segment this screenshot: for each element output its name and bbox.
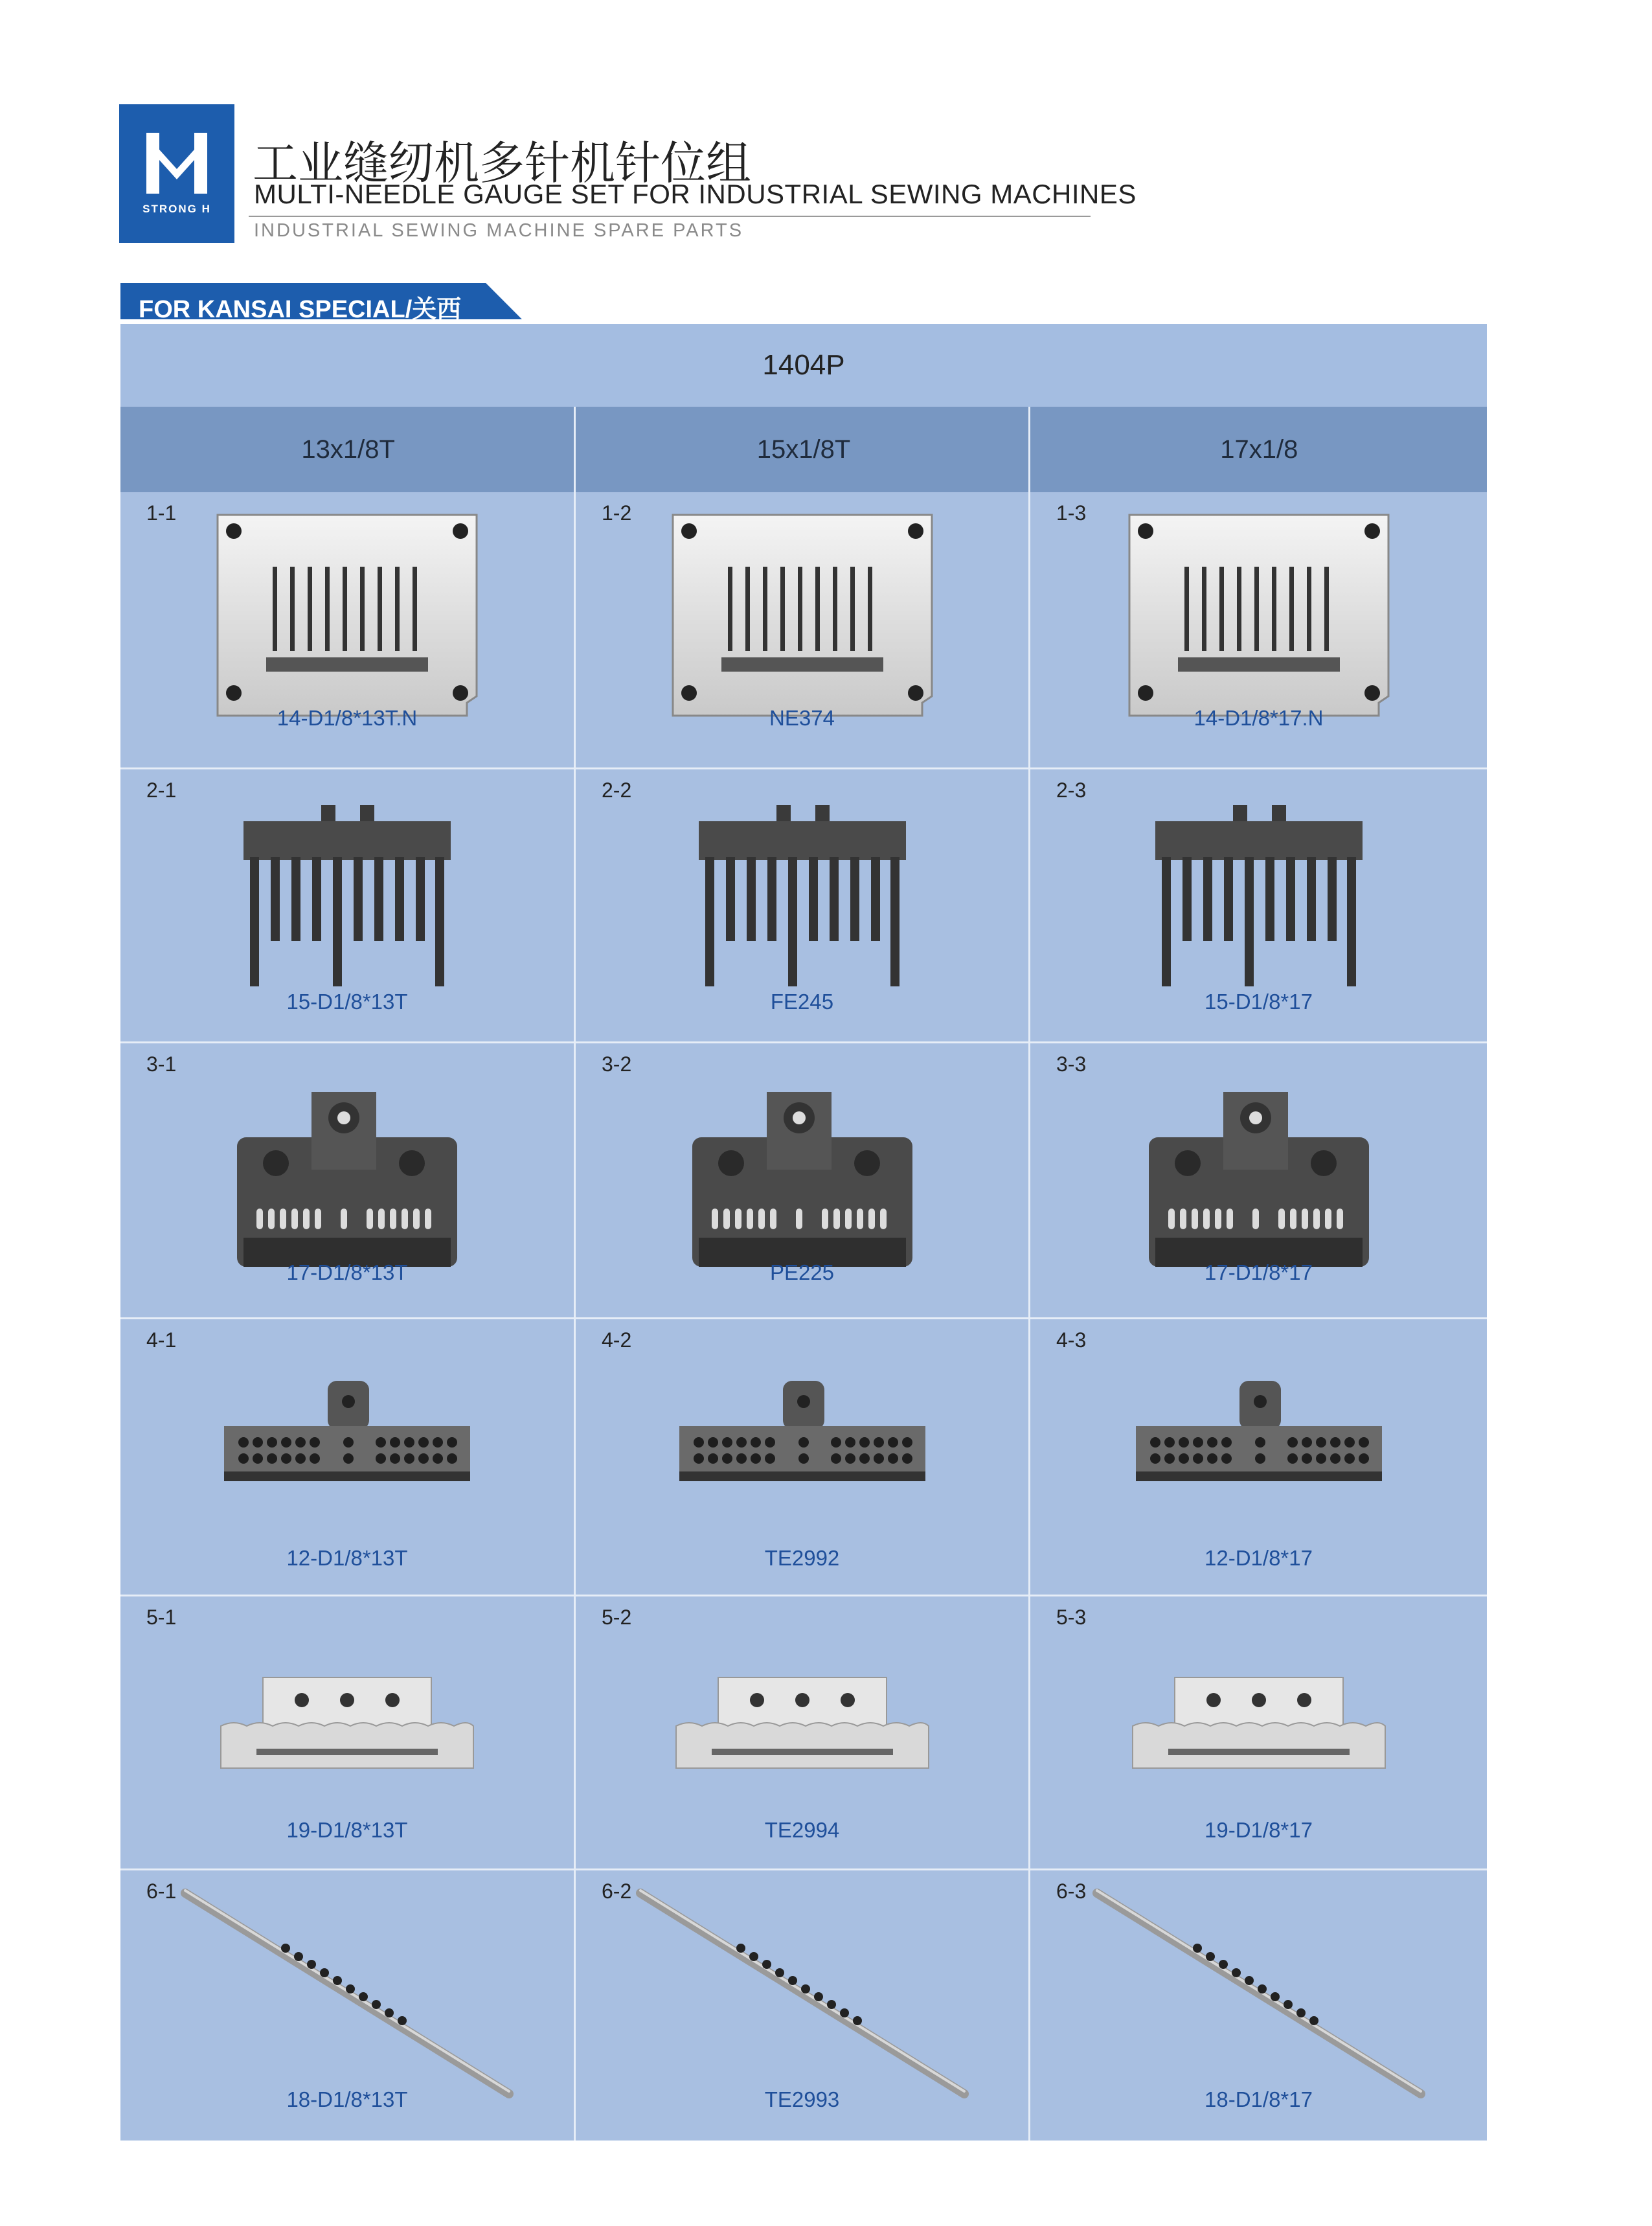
part-code: 12-D1/8*13T — [286, 1546, 408, 1570]
product-cell — [576, 492, 1028, 769]
gauge-header: 15x1/8T — [756, 435, 851, 464]
product-cell — [1030, 492, 1487, 769]
part-code: TE2993 — [764, 2087, 840, 2111]
item-number: 5-2 — [602, 1606, 632, 1629]
part-code: 19-D1/8*17 — [1205, 1818, 1313, 1842]
presser-foot-image — [231, 1079, 464, 1283]
item-number: 6-1 — [146, 1880, 177, 1903]
product-cell — [120, 769, 574, 1043]
title-divider — [249, 216, 1091, 217]
section-banner-label: FOR KANSAI SPECIAL/关西 — [139, 296, 462, 323]
product-cell — [576, 1319, 1028, 1596]
product-cell — [120, 1319, 574, 1596]
looper-bar-image — [179, 1887, 515, 2104]
looper-bar-image — [1091, 1887, 1427, 2104]
feed-dog-image — [237, 805, 457, 996]
presser-foot-image — [686, 1079, 919, 1283]
item-number: 6-2 — [602, 1880, 632, 1903]
item-number: 3-3 — [1056, 1052, 1087, 1076]
item-number: 6-3 — [1056, 1880, 1087, 1903]
feed-dog-image — [1149, 805, 1369, 996]
needle-guard-image — [218, 1671, 477, 1778]
product-cell — [576, 769, 1028, 1043]
page-title-en: MULTI-NEEDLE GAUGE SET FOR INDUSTRIAL SEWING MACHINES — [254, 179, 1137, 209]
gauge-header: 17x1/8 — [1220, 435, 1298, 464]
item-number: 2-1 — [146, 778, 177, 802]
part-code: 15-D1/8*17 — [1205, 990, 1313, 1014]
item-number: 1-1 — [146, 501, 177, 525]
item-number: 3-2 — [602, 1052, 632, 1076]
looper-bar-image — [634, 1887, 971, 2104]
needle-guard-image — [1129, 1671, 1388, 1778]
brand-name: STRONG H — [142, 203, 211, 215]
product-cell — [1030, 769, 1487, 1043]
section-banner — [120, 283, 522, 323]
needle-guard-image — [673, 1671, 932, 1778]
strong-h-logo-icon — [144, 130, 210, 196]
model-header: 1404P — [120, 324, 1487, 407]
part-code: 18-D1/8*17 — [1205, 2087, 1313, 2111]
needle-plate-image — [666, 508, 938, 725]
presser-foot-image — [1142, 1079, 1375, 1283]
part-code: FE245 — [770, 990, 834, 1014]
page-subtitle: INDUSTRIAL SEWING MACHINE SPARE PARTS — [254, 220, 744, 241]
item-number: 4-1 — [146, 1328, 177, 1352]
item-number: 1-2 — [602, 501, 632, 525]
product-cell — [1030, 1043, 1487, 1319]
brand-logo — [119, 104, 234, 243]
product-cell — [120, 1596, 574, 1870]
needle-clamp-image — [673, 1381, 932, 1494]
page-title-cn: 工业缝纫机多针机针位组 — [253, 137, 751, 190]
product-cell — [1030, 1319, 1487, 1596]
part-code: TE2992 — [764, 1546, 840, 1570]
feed-dog-image — [692, 805, 912, 996]
needle-plate-image — [1123, 508, 1395, 725]
product-cell — [576, 1596, 1028, 1870]
part-code: 18-D1/8*13T — [286, 2087, 408, 2111]
item-number: 4-3 — [1056, 1328, 1087, 1352]
part-code: PE225 — [769, 1260, 835, 1284]
item-number: 3-1 — [146, 1052, 177, 1076]
product-cell — [1030, 1870, 1487, 2141]
product-cell — [120, 1870, 574, 2141]
item-number: 5-3 — [1056, 1606, 1087, 1629]
item-number: 2-2 — [602, 778, 632, 802]
item-number: 1-3 — [1056, 501, 1087, 525]
part-code: NE374 — [769, 706, 835, 730]
part-code: 15-D1/8*13T — [286, 990, 408, 1014]
part-code: TE2994 — [764, 1818, 840, 1842]
product-cell — [120, 492, 574, 769]
needle-clamp-image — [1129, 1381, 1388, 1494]
needle-plate-image — [211, 508, 483, 725]
part-code: 14-D1/8*13T.N — [277, 706, 418, 730]
item-number: 2-3 — [1056, 778, 1087, 802]
item-number: 5-1 — [146, 1606, 177, 1629]
needle-clamp-image — [218, 1381, 477, 1494]
gauge-header-row — [120, 407, 1487, 492]
part-code: 17-D1/8*13T — [286, 1260, 408, 1284]
product-cell — [576, 1870, 1028, 2141]
part-code: 14-D1/8*17.N — [1194, 706, 1324, 730]
part-code: 17-D1/8*17 — [1205, 1260, 1313, 1284]
catalog-table — [120, 324, 1487, 2141]
product-cell — [576, 1043, 1028, 1319]
part-code: 19-D1/8*13T — [286, 1818, 408, 1842]
part-code: 12-D1/8*17 — [1205, 1546, 1313, 1570]
gauge-header: 13x1/8T — [301, 435, 395, 464]
product-cell — [1030, 1596, 1487, 1870]
product-cell — [120, 1043, 574, 1319]
item-number: 4-2 — [602, 1328, 632, 1352]
